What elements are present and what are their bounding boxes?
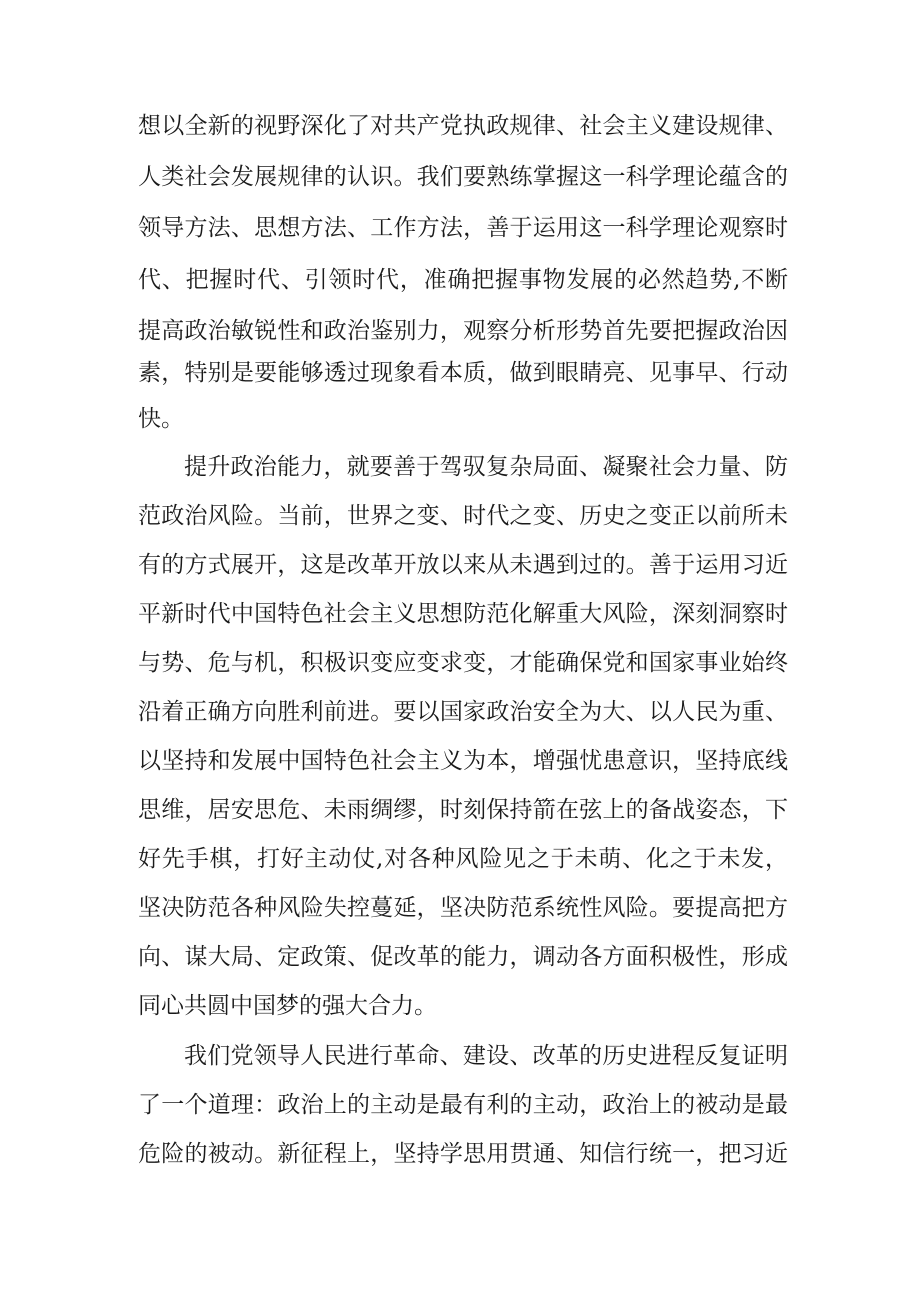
text-line: 平新时代中国特色社会主义思想防范化解重大风险，深刻洞察时 xyxy=(138,601,788,627)
text-line: 与势、危与机，积极识变应变求变，才能确保党和国家事业始终 xyxy=(138,650,788,676)
text-line: 了一个道理：政治上的主动是最有利的主动，政治上的被动是最 xyxy=(138,1092,788,1118)
text-line: 我们党领导人民进行革命、建设、改革的历史进程反复证明 xyxy=(184,1043,788,1069)
text-line: 想以全新的视野深化了对共产党执政规律、社会主义建设规律、 xyxy=(138,113,788,139)
text-line: 坚决防范各种风险失控蔓延，坚决防范系统性风险。要提高把方 xyxy=(138,895,788,921)
text-line: 以坚持和发展中国特色社会主义为本，增强忧患意识，坚持底线 xyxy=(138,748,788,774)
text-line: 提升政治能力，就要善于驾驭复杂局面、凝聚社会力量、防 xyxy=(184,454,788,480)
text-line: 向、谋大局、定政策、促改革的能力，调动各方面积极性，形成 xyxy=(138,944,788,970)
text-line: 有的方式展开，这是改革开放以来从未遇到过的。善于运用习近 xyxy=(138,552,788,578)
text-line: 快。 xyxy=(138,406,184,432)
text-line: 人类社会发展规律的认识。我们要熟练掌握这一科学理论蕴含的 xyxy=(138,164,788,190)
text-line: 沿着正确方向胜利前进。要以国家政治安全为大、以人民为重、 xyxy=(138,699,788,725)
text-line: 素，特别是要能够透过现象看本质，做到眼睛亮、见事早、行动 xyxy=(138,360,788,386)
text-line: 领导方法、思想方法、工作方法，善于运用这一科学理论观察时 xyxy=(138,215,788,241)
text-line: 危险的被动。新征程上，坚持学思用贯通、知信行统一，把习近 xyxy=(138,1141,788,1167)
text-line: 提高政治敏锐性和政治鉴别力，观察分析形势首先要把握政治因 xyxy=(138,318,788,344)
text-line: 范政治风险。当前，世界之变、时代之变、历史之变正以前所未 xyxy=(138,503,788,529)
text-line: 同心共圆中国梦的强大合力。 xyxy=(138,993,437,1019)
text-line: 代、把握时代、引领时代，准确把握事物发展的必然趋势,不断 xyxy=(138,267,788,293)
text-line: 思维，居安思危、未雨绸缪，时刻保持箭在弦上的备战姿态，下 xyxy=(138,797,788,823)
text-line: 好先手棋，打好主动仗,对各种风险见之于未萌、化之于未发， xyxy=(138,846,788,872)
